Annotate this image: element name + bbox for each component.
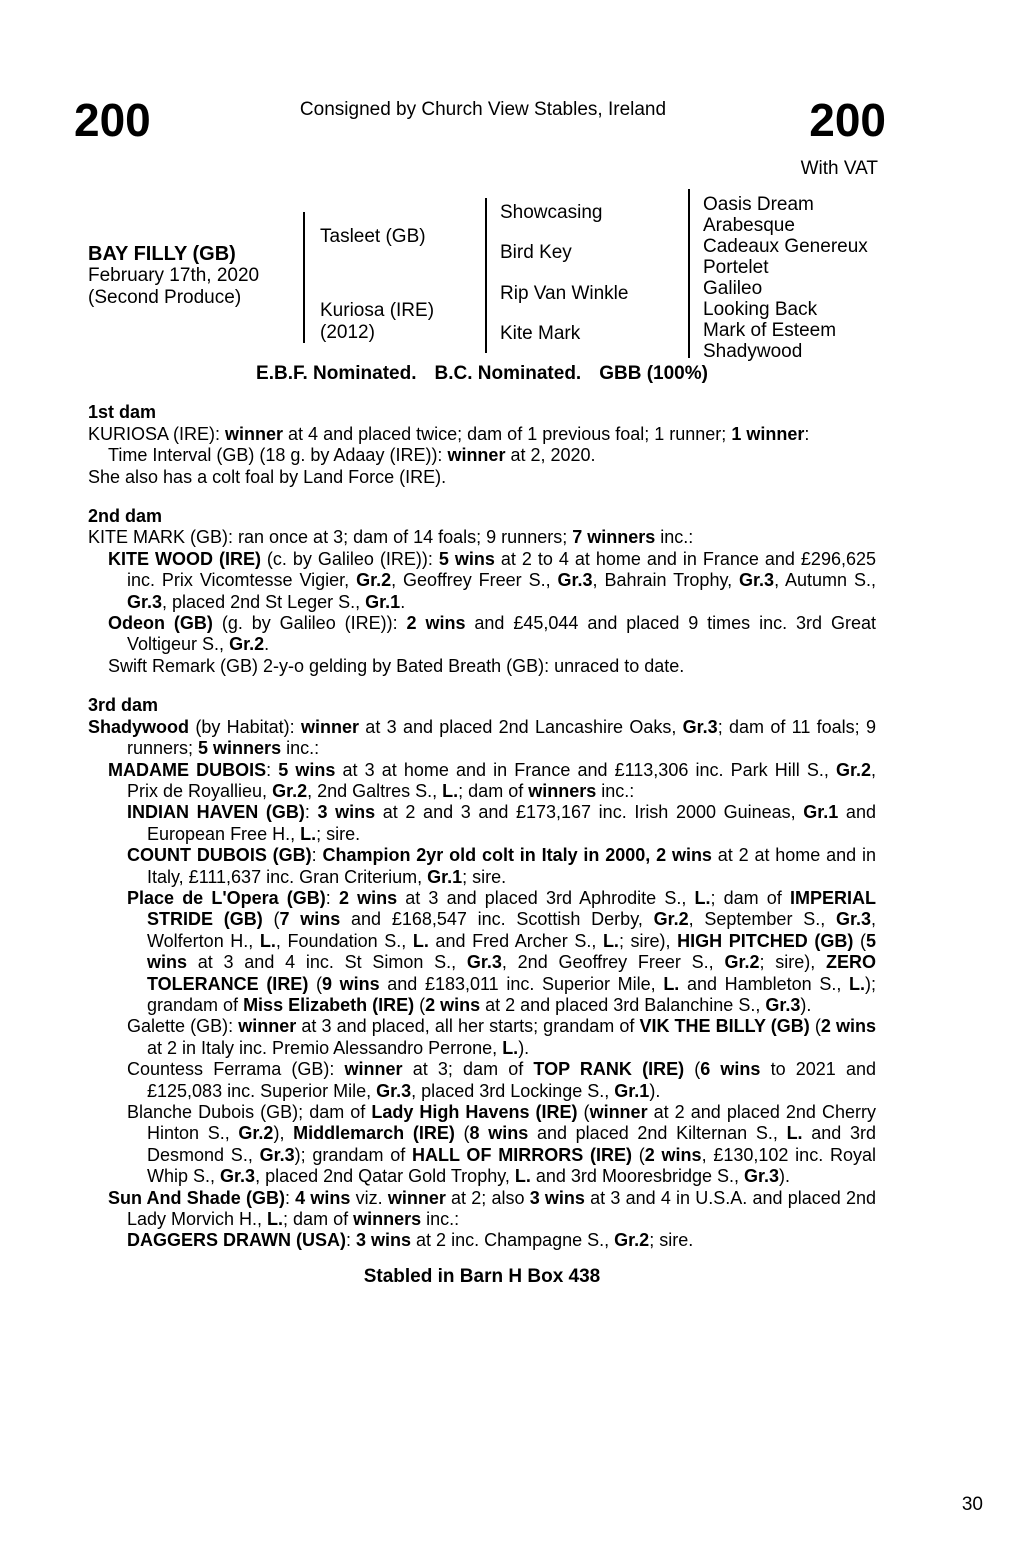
emphasized-text: Place de L'Opera (GB) [127, 887, 326, 908]
body-text: ). [518, 1037, 530, 1058]
body-text: ; sire), [759, 952, 826, 973]
body-text: at 3 and 4 in U.S.A. and placed 2nd Lady Morvich H., [127, 1187, 876, 1230]
body-text: , Geoffrey Freer S., [391, 570, 558, 591]
body-text: at 3 at home and in France and £113,306 inc. Park Hill S., [335, 759, 836, 780]
emphasized-text: Sun And Shade (GB) [108, 1187, 285, 1208]
pedigree-text-paragraph [88, 845, 876, 888]
body-text: ( [308, 973, 322, 994]
emphasized-text: winner [387, 1187, 446, 1208]
body-text: Countess Ferrama (GB): [127, 1059, 345, 1080]
emphasized-text: L. [694, 887, 711, 908]
body-text: , placed 2nd Qatar Gold Trophy, [255, 1166, 515, 1187]
body-text: KURIOSA (IRE): [88, 423, 226, 444]
emphasized-text: 2 wins [644, 1144, 702, 1165]
great-grandparent-name: Oasis Dream [703, 194, 814, 215]
emphasized-text: Miss Elizabeth (IRE) [243, 994, 415, 1015]
body-text: ( [684, 1059, 701, 1080]
vat-note: With VAT [800, 158, 878, 179]
body-text: ( [414, 994, 426, 1015]
body-text: at 4 and placed twice; dam of 1 previous foal; 1 runner; [283, 423, 732, 444]
body-text: ; sire. [649, 1230, 694, 1251]
body-text: to 2021 and £125,083 inc. Superior Mile, [147, 1059, 876, 1101]
body-text: ). [800, 994, 812, 1015]
emphasized-text: Gr.3 [259, 1144, 295, 1165]
emphasized-text: winner [225, 423, 284, 444]
pedigree-text-paragraph [88, 445, 876, 466]
body-text: , September S., [688, 909, 836, 930]
pedigree-text-paragraph [88, 549, 876, 613]
body-text: (g. by Galileo (IRE)): [212, 613, 407, 634]
body-text: ( [577, 1102, 590, 1122]
body-text: ). [779, 1166, 791, 1187]
body-text: ; sire. [462, 866, 507, 887]
great-grandparent-name: Portelet [703, 257, 769, 278]
body-text: at 2 and placed 3rd Balanchine S., [480, 994, 766, 1015]
body-text: and £183,011 inc. Superior Mile, [379, 973, 664, 994]
body-text: and European Free H., [147, 802, 876, 844]
body-text: ); grandam of [147, 973, 876, 1015]
body-text: ( [262, 909, 280, 930]
emphasized-text: 3 wins [317, 802, 376, 823]
emphasized-text: Gr.3 [220, 1166, 256, 1187]
emphasized-text: TOP RANK (IRE) [533, 1059, 685, 1080]
emphasized-text: L. [259, 930, 276, 951]
emphasized-text: 3 wins [529, 1187, 585, 1208]
body-text: , placed 2nd St Leger S., [162, 591, 366, 612]
body-text: ; dam of [458, 780, 529, 801]
emphasized-text: IMPERIAL STRIDE (GB) [147, 887, 876, 930]
body-text: (c. by Galileo (IRE)): [260, 548, 439, 569]
great-grandparent-name: Cadeaux Genereux [703, 236, 868, 257]
consignor-line: Consigned by Church View Stables, Ireland [299, 99, 667, 120]
body-text: Galette (GB): [127, 1016, 239, 1037]
pedigree-text-paragraph [88, 760, 876, 803]
emphasized-text: KITE WOOD (IRE) [108, 548, 261, 569]
emphasized-text: 1 winner [731, 423, 805, 444]
page-number: 30 [961, 1494, 983, 1515]
emphasized-text: winner [589, 1102, 648, 1122]
pedigree-text-paragraph [88, 1230, 876, 1251]
emphasized-text: L. [502, 1037, 519, 1058]
emphasized-text: INDIAN HAVEN (GB) [127, 802, 305, 823]
body-text: and Fred Archer S., [428, 930, 603, 951]
body-text: viz. [350, 1187, 388, 1208]
pedigree-parents-column [320, 226, 434, 344]
body-text: at 2 inc. Champagne S., [411, 1230, 615, 1251]
grandparent-name: Rip Van Winkle [500, 282, 629, 304]
grandparent-name: Kite Mark [500, 322, 581, 344]
emphasized-text: L. [442, 780, 459, 801]
pedigree-text-paragraph [88, 802, 876, 845]
body-text: inc.: [421, 1209, 460, 1230]
body-text: : [325, 887, 339, 908]
dam-section-heading: 2nd dam [88, 506, 163, 527]
sire-name: Tasleet (GB) [320, 226, 426, 247]
body-text: and 3rd Mooresbridge S., [530, 1166, 745, 1187]
emphasized-text: Gr.2 [614, 1230, 650, 1251]
lot-number-left: 200 [74, 94, 151, 146]
dam-year: (2012) [320, 322, 375, 343]
nomination-gbb: GBB (100%) [599, 363, 708, 384]
emphasized-text: Gr.2 [238, 1123, 274, 1144]
catalogue-body [88, 363, 876, 1287]
pedigree-rule-1 [303, 212, 305, 343]
emphasized-text: Gr.2 [724, 952, 760, 973]
body-text: and £168,547 inc. Scottish Derby, [340, 909, 654, 930]
pedigree-text-paragraph [88, 1059, 876, 1102]
produce-note: (Second Produce) [88, 287, 242, 308]
body-text: inc.: [655, 527, 694, 548]
emphasized-text: L. [786, 1123, 803, 1144]
body-text: , Autumn S., [774, 570, 876, 591]
emphasized-text: Gr.2 [653, 909, 689, 930]
emphasized-text: 5 wins [147, 930, 876, 973]
body-text: ; sire), [618, 930, 678, 951]
emphasized-text: winners [528, 780, 597, 801]
pedigree-rule-3 [688, 189, 690, 358]
emphasized-text: Gr.3 [739, 570, 775, 591]
body-text: ; sire. [316, 823, 361, 844]
emphasized-text: L. [267, 1209, 284, 1230]
emphasized-text: 4 wins [295, 1187, 351, 1208]
body-text: ; dam of [283, 1209, 354, 1230]
nominations-line [88, 363, 876, 384]
great-grandparent-name: Mark of Esteem [703, 320, 837, 341]
emphasized-text: L. [602, 930, 619, 951]
body-text: at 2; also [445, 1187, 530, 1208]
body-text: and £45,044 and placed 9 times inc. 3rd Great Voltigeur S., [127, 613, 876, 655]
body-text: KITE MARK (GB): ran once at 3; dam of 14 foals; 9 runners; [88, 527, 573, 548]
emphasized-text: 2 wins [425, 994, 481, 1015]
emphasized-text: L. [514, 1166, 531, 1187]
emphasized-text: L. [300, 823, 317, 844]
pedigree-rule-2 [485, 198, 487, 353]
body-text: ), [273, 1123, 294, 1144]
dam-sections [88, 402, 876, 1251]
emphasized-text: COUNT DUBOIS (GB) [127, 845, 312, 866]
pedigree-text-paragraph [88, 717, 876, 760]
grandparent-name: Showcasing [500, 202, 603, 223]
emphasized-text: 5 winners [198, 738, 282, 759]
body-text: Time Interval (GB) (18 g. by Adaay (IRE)): [108, 445, 448, 466]
emphasized-text: 7 wins [279, 909, 341, 930]
body-text: : [311, 845, 323, 866]
emphasized-text: Gr.2 [835, 759, 871, 780]
body-text: at 3 and placed 3rd Aphrodite S., [397, 887, 695, 908]
emphasized-text: 6 wins [700, 1059, 761, 1080]
emphasized-text: 5 wins [438, 548, 495, 569]
emphasized-text: Gr.1 [803, 802, 839, 823]
emphasized-text: VIK THE BILLY (GB) [639, 1016, 810, 1037]
body-text: , 2nd Geoffrey Freer S., [501, 952, 725, 973]
body-text: , placed 3rd Lockinge S., [411, 1080, 615, 1101]
emphasized-text: 3 wins [356, 1230, 412, 1251]
emphasized-text: MADAME DUBOIS [108, 759, 267, 780]
emphasized-text: Gr.3 [835, 909, 871, 930]
body-text: ). [649, 1080, 661, 1101]
emphasized-text: 8 wins [469, 1123, 529, 1144]
body-text: : [304, 802, 318, 823]
emphasized-text: 2 wins [820, 1016, 876, 1037]
body-text: and placed 2nd Kilternan S., [528, 1123, 787, 1144]
body-text: ( [853, 930, 866, 951]
body-text: (by Habitat): [189, 716, 301, 737]
emphasized-text: 9 wins [321, 973, 380, 994]
emphasized-text: Shadywood [88, 716, 190, 737]
grandparent-name: Bird Key [500, 242, 572, 264]
emphasized-text: Champion 2yr old colt in Italy in 2000, 2 wins [322, 845, 712, 866]
body-text: at 2 in Italy inc. Premio Alessandro Perrone, [147, 1037, 503, 1058]
emphasized-text: Gr.2 [272, 780, 308, 801]
emphasized-text: DAGGERS DRAWN (USA) [127, 1230, 346, 1251]
pedigree-text-paragraph [88, 656, 876, 677]
body-text: ( [809, 1016, 821, 1037]
emphasized-text: Gr.3 [376, 1080, 412, 1101]
pedigree-grandparents-column [500, 203, 628, 343]
great-grandparent-name: Shadywood [703, 341, 803, 362]
emphasized-text: Odeon (GB) [108, 613, 213, 634]
lot-number-right: 200 [809, 94, 886, 146]
emphasized-text: 7 winners [572, 527, 656, 548]
pedigree-text-paragraph [88, 527, 876, 548]
emphasized-text: Gr.1 [427, 866, 463, 887]
dam-section-heading: 1st dam [88, 402, 157, 423]
body-text: at 3; dam of [402, 1059, 534, 1080]
emphasized-text: Gr.2 [356, 570, 392, 591]
body-text: at 3 and 4 inc. St Simon S., [187, 952, 467, 973]
body-text: , Wolferton H., [147, 909, 876, 951]
pedigree-text-paragraph [88, 424, 876, 445]
body-text: Blanche Dubois (GB); dam of [127, 1102, 372, 1122]
nomination-ebf: E.B.F. Nominated. [256, 363, 417, 384]
body-text: ; dam of 11 foals; 9 runners; [127, 716, 876, 759]
emphasized-text: winner [238, 1016, 297, 1037]
body-text: Swift Remark (GB) 2-y-o gelding by Bated Breath (GB): unraced to date. [108, 655, 685, 676]
pedigree-text-paragraph [88, 1188, 876, 1231]
body-text: , £130,102 inc. Royal Whip S., [147, 1144, 876, 1187]
pedigree-text-paragraph [88, 1102, 876, 1188]
body-text: . [400, 591, 406, 612]
emphasized-text: L. [412, 930, 429, 951]
body-text: She also has a colt foal by Land Force (IRE). [88, 466, 447, 487]
emphasized-text: Gr.1 [365, 591, 401, 612]
emphasized-text: winners [353, 1209, 422, 1230]
emphasized-text: ZERO TOLERANCE (IRE) [147, 952, 876, 994]
pedigree-text-paragraph [88, 888, 876, 1016]
emphasized-text: 2 wins [338, 887, 398, 908]
body-text: and Hambleton S., [679, 973, 849, 994]
body-text: ( [631, 1144, 645, 1165]
emphasized-text: 5 wins [278, 759, 336, 780]
emphasized-text: L. [663, 973, 680, 994]
emphasized-text: 2 wins [406, 613, 466, 634]
body-text: , Prix de Royallieu, [127, 759, 876, 801]
emphasized-text: Gr.3 [466, 952, 502, 973]
emphasized-text: Gr.1 [614, 1080, 650, 1101]
body-text: , Bahrain Trophy, [592, 570, 740, 591]
emphasized-text: HIGH PITCHED (GB) [677, 930, 854, 951]
body-text: , 2nd Galtres S., [307, 780, 443, 801]
pedigree-subject-column [88, 243, 259, 309]
body-text: ; dam of [710, 887, 790, 908]
great-grandparent-name: Looking Back [703, 299, 818, 320]
dam-section-heading: 3rd dam [88, 695, 159, 716]
emphasized-text: Gr.3 [744, 1166, 780, 1187]
body-text: ); grandam of [294, 1144, 412, 1165]
body-text: at 2, 2020. [505, 445, 596, 466]
emphasized-text: Gr.3 [682, 716, 718, 737]
emphasized-text: L. [848, 973, 865, 994]
body-text: : [284, 1187, 296, 1208]
great-grandparent-name: Arabesque [703, 215, 795, 236]
emphasized-text: HALL OF MIRRORS (IRE) [412, 1144, 632, 1165]
emphasized-text: winner [344, 1059, 403, 1080]
dam-name: Kuriosa (IRE) [320, 300, 435, 321]
emphasized-text: Gr.3 [127, 591, 163, 612]
body-text: . [264, 634, 270, 655]
pedigree-great-grandparents-column [703, 194, 868, 362]
emphasized-text: winner [300, 716, 359, 737]
pedigree-text-paragraph [88, 467, 876, 488]
emphasized-text: Gr.3 [765, 994, 801, 1015]
body-text: at 2 and 3 and £173,167 inc. Irish 2000 Guineas, [375, 802, 804, 823]
stabled-line: Stabled in Barn H Box 438 [363, 1265, 601, 1287]
body-text: : [346, 1230, 357, 1251]
body-text: at 3 and placed 2nd Lancashire Oaks, [359, 716, 683, 737]
body-text: inc.: [281, 738, 320, 759]
emphasized-text: Gr.2 [229, 634, 265, 655]
body-text: at 3 and placed, all her starts; grandam of [296, 1016, 640, 1037]
horse-name: BAY FILLY (GB) [88, 243, 236, 265]
foaling-date: February 17th, 2020 [88, 265, 260, 286]
pedigree-table [88, 188, 898, 364]
pedigree-text-paragraph [88, 1016, 876, 1059]
great-grandparent-name: Galileo [703, 278, 763, 299]
body-text: inc.: [596, 780, 635, 801]
body-text: : [804, 423, 810, 444]
emphasized-text: Lady High Havens (IRE) [371, 1102, 578, 1122]
body-text: at 2 and placed 2nd Cherry Hinton S., [147, 1102, 876, 1144]
body-text: , Foundation S., [275, 930, 413, 951]
dam-name-block [320, 300, 434, 344]
emphasized-text: Gr.3 [557, 570, 593, 591]
emphasized-text: Middlemarch (IRE) [293, 1123, 455, 1144]
emphasized-text: winner [447, 445, 506, 466]
body-text: : [266, 759, 279, 780]
nomination-bc: B.C. Nominated. [434, 363, 582, 384]
body-text: at 2 at home and in Italy, £111,637 inc. Gran Criterium, [147, 845, 876, 887]
body-text: and 3rd Desmond S., [147, 1123, 876, 1165]
pedigree-text-paragraph [88, 613, 876, 656]
body-text: ( [454, 1123, 470, 1144]
body-text: at 2 to 4 at home and in France and £296,625 inc. Prix Vicomtesse Vigier, [127, 548, 876, 591]
